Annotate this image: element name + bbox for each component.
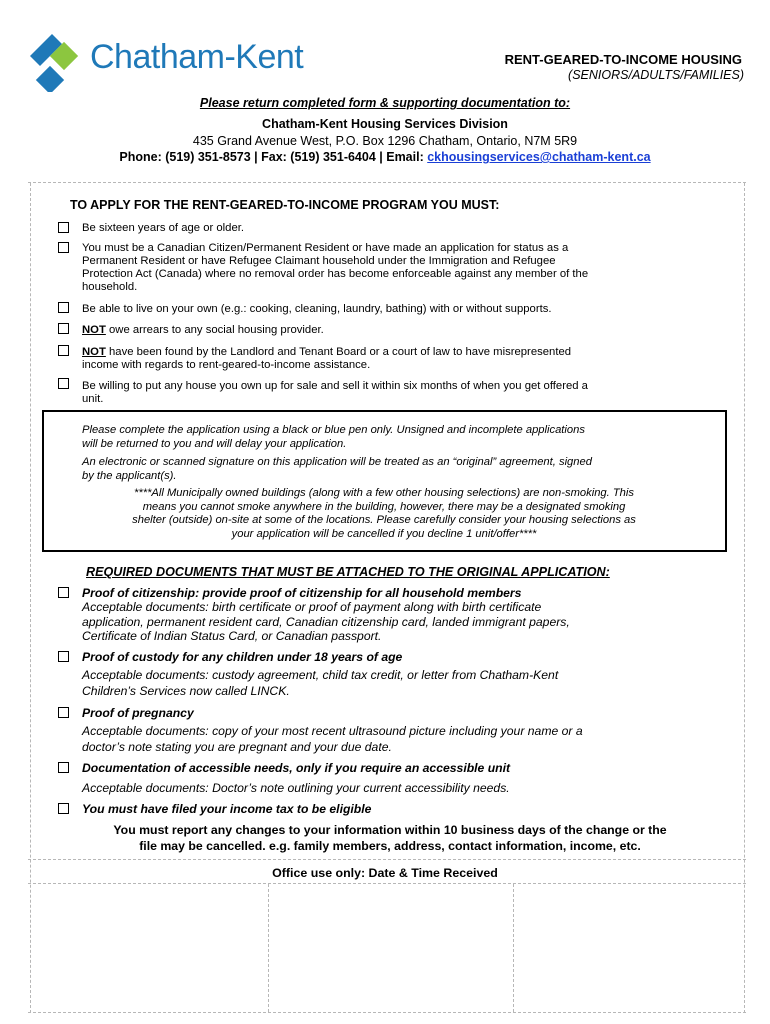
logo-diamond-icon	[28, 32, 88, 92]
phone-fax: Phone: (519) 351-8573 | Fax: (519) 351-6404 | Email:	[119, 150, 428, 164]
doc-checkbox-accessible[interactable]	[58, 762, 69, 773]
notice-smoking: ****All Municipally owned buildings (along with a few other housing selections) are non-smoking. This means you cannot smoke anywhere in the building, however, there may be a designated smoking shelter (outside) on-site at some of the locations. Please carefully consider your housing selections as your application will be cancelled if you decline 1 unit/offer****	[132, 487, 636, 540]
doc-checkbox-income-tax[interactable]	[58, 803, 69, 814]
notice-box	[42, 410, 727, 552]
req-sell-house: Be willing to put any house you own up for sale and sell it within six months of when you get offered a unit.	[82, 380, 588, 405]
email-link[interactable]: ckhousingservices@chatham-kent.ca	[427, 150, 651, 164]
doc-income-tax-title: You must have filed your income tax to be eligible	[82, 802, 372, 816]
documents-title: REQUIRED DOCUMENTS THAT MUST BE ATTACHED TO THE ORIGINAL APPLICATION:	[86, 565, 610, 579]
contact-line	[0, 150, 770, 164]
office-divider-bottom	[28, 883, 746, 884]
req-checkbox-age[interactable]	[58, 222, 69, 233]
office-use-label: Office use only: Date & Time Received	[272, 866, 498, 880]
req-checkbox-misrepresent[interactable]	[58, 345, 69, 356]
doc-checkbox-custody[interactable]	[58, 651, 69, 662]
chatham-kent-logo	[28, 32, 338, 92]
frame-left-border	[30, 183, 31, 1013]
report-changes-notice: You must report any changes to your information within 10 business days of the change or the file may be cancelled. e.g. family members, address, contact information, income, etc.	[113, 823, 667, 853]
form-title: RENT-GEARED-TO-INCOME HOUSING	[504, 52, 742, 67]
req-arrears: NOT owe arrears to any social housing provider.	[82, 324, 324, 336]
req-checkbox-citizenship[interactable]	[58, 242, 69, 253]
req-independent: Be able to live on your own (e.g.: cooking, cleaning, laundry, bathing) with or without supports.	[82, 303, 552, 315]
form-subtitle: (SENIORS/ADULTS/FAMILIES)	[568, 68, 744, 82]
division-name: Chatham-Kent Housing Services Division	[262, 117, 508, 131]
frame-right-border	[744, 183, 745, 1013]
office-divider-top	[28, 859, 746, 860]
req-citizenship: You must be a Canadian Citizen/Permanent Resident or have made an application for status as a Permanent Resident or have Refugee Claimant household under the Immigration and Refugee Protection Act (Canada) where no removal order has become enforceable against any member of the household.	[82, 242, 589, 293]
doc-citizenship-desc: Acceptable documents: birth certificate or proof of payment along with birth certificate application, permanent resident card, Canadian citizenship card, landed immigrant papers, Certificate of Indian Status Card, or Canadian passport.	[82, 600, 570, 643]
doc-pregnancy-desc: Acceptable documents: copy of your most recent ultrasound picture including your name or a doctor’s note stating you are pregnant and your due date.	[82, 724, 583, 754]
doc-checkbox-pregnancy[interactable]	[58, 707, 69, 718]
req-age: Be sixteen years of age or older.	[82, 222, 245, 234]
notice-signature: An electronic or scanned signature on this application will be treated as an “original” agreement, signed by the applicant(s).	[82, 456, 592, 482]
division-address: 435 Grand Avenue West, P.O. Box 1296 Chatham, Ontario, N7M 5R9	[192, 134, 578, 148]
frame-bottom-border	[28, 1012, 746, 1013]
doc-custody-desc: Acceptable documents: custody agreement, child tax credit, or letter from Chatham-Kent Children’s Services now called LINCK.	[82, 668, 559, 698]
doc-accessible-title: Documentation of accessible needs, only if you require an accessible unit	[82, 761, 511, 775]
req-checkbox-arrears[interactable]	[58, 323, 69, 334]
doc-custody-title: Proof of custody for any children under 18 years of age	[82, 650, 403, 664]
doc-checkbox-citizenship[interactable]	[58, 587, 69, 598]
office-column-divider-2	[513, 884, 514, 1012]
doc-citizenship-title: Proof of citizenship: provide proof of citizenship for all household members	[82, 586, 522, 600]
requirements-title: TO APPLY FOR THE RENT-GEARED-TO-INCOME PROGRAM YOU MUST:	[70, 198, 500, 212]
doc-accessible-desc: Acceptable documents: Doctor’s note outlining your current accessibility needs.	[82, 781, 510, 795]
return-instructions: Please return completed form & supporting documentation to:	[199, 96, 571, 110]
req-misrepresent: NOT have been found by the Landlord and Tenant Board or a court of law to have misrepresented income with regards to rent-geared-to-income assistance.	[82, 346, 572, 371]
logo-text: Chatham-Kent	[90, 38, 304, 76]
frame-top-border	[28, 182, 746, 183]
doc-pregnancy-title: Proof of pregnancy	[82, 706, 194, 720]
notice-pen: Please complete the application using a black or blue pen only. Unsigned and incomplete applications will be returned to you and will delay your application.	[82, 424, 585, 450]
office-column-divider-1	[268, 884, 269, 1012]
req-checkbox-independent[interactable]	[58, 302, 69, 313]
req-checkbox-sell-house[interactable]	[58, 378, 69, 389]
